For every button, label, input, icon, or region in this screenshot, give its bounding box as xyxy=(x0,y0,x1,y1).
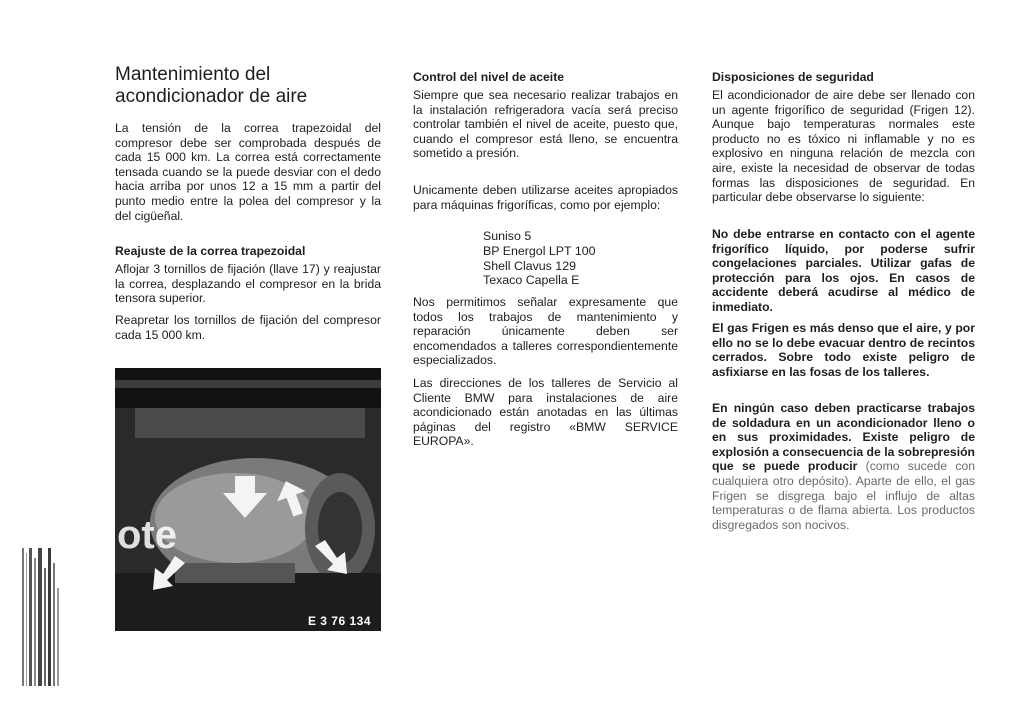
heading-belt-readjust: Reajuste de la correa trapezoidal xyxy=(115,244,306,258)
svg-text:ote: ote xyxy=(117,513,177,557)
paragraph-liquid-contact: No debe entrarse en contacto con el agente frigorífico líquido, por poderse sufrir congelaciones parciales. Utilizar gafas de protección para los ojos. En casos de accidente deberá acudirse al médico de inmediato. xyxy=(712,227,975,314)
paragraph-belt-readjust: Aflojar 3 tornillos de fijación (llave 17) y reajustar la correa, desplazando el compresor en la brida tensora superior. xyxy=(115,262,381,306)
scan-edge-artifact xyxy=(20,548,62,686)
compressor-photo-image xyxy=(115,368,381,631)
page-title: Mantenimiento del acondicionador de aire xyxy=(115,64,308,107)
heading-safety: Disposiciones de seguridad xyxy=(712,70,874,84)
paragraph-oil-check: Siempre que sea necesario realizar trabajos en la instalación refrigeradora vacía será preciso controlar también el nivel de aceite, puesto que, cuando el compresor está lleno, se encuentra sometido a presión. xyxy=(413,88,678,161)
paragraph-welding-warning xyxy=(712,401,975,532)
oil-list xyxy=(483,229,596,288)
welding-warning-rest: (como sucede con cualquiera otro depósito). Aparte de ello, el gas Frigen se disgrega bajo el influjo de altas temperaturas o de flama abierta. Los productos disgregados son nocivos. xyxy=(712,459,975,532)
list-item: BP Energol LPT 100 xyxy=(483,243,596,258)
list-item: Shell Clavus 129 xyxy=(483,258,576,273)
compressor-photo xyxy=(115,368,381,631)
welding-warning-bold: En ningún caso deben practicarse trabajos de soldadura en un acondicionador lleno o en sus proximidades. Existe peligro de explosión a consecuencia de la sobrepresión que se puede producir xyxy=(712,401,975,474)
paragraph-oil-types: Unicamente deben utilizarse aceites apropiados para máquinas frigoríficas, como por ejemplo: xyxy=(413,183,678,212)
paragraph-service-addresses: Las direcciones de los talleres de Servicio al Cliente BMW para instalaciones de aire acondicionado están anotadas en las últimas páginas del registro «BMW SERVICE EUROPA». xyxy=(413,376,678,449)
photo-reference-code: E 3 76 134 xyxy=(307,614,371,628)
list-item: Texaco Capella E xyxy=(483,273,580,288)
paragraph-belt-tension: La tensión de la correa trapezoidal del compresor debe ser comprobada después de cada 15 000 km. La correa está correctamente tensada cuando se la puede desviar con el dedo hacia arriba por unos 12 a 15 mm a partir del punto medio entre la polea del compresor y la del cigüeñal. xyxy=(115,121,381,223)
paragraph-specialized-workshops: Nos permitimos señalar expresamente que todos los trabajos de mantenimiento y reparación únicamente deben ser encomendados a talleres correspondientemente especializados. xyxy=(413,295,678,368)
paragraph-safety-intro: El acondicionador de aire debe ser llenado con un agente frigorífico de seguridad (Frigen 12). Aunque bajo temperaturas normales este producto no es tóxico ni inflamable y no es explosivo en ninguna relación de mezcla con aire, existe la necesidad de observar de todas formas las disposiciones de seguridad. En particular debe observarse lo siguiente: xyxy=(712,88,975,205)
heading-oil-level: Control del nivel de aceite xyxy=(413,70,565,84)
list-item: Suniso 5 xyxy=(483,229,532,243)
paragraph-retighten: Reapretar los tornillos de fijación del compresor cada 15 000 km. xyxy=(115,313,381,342)
paragraph-gas-density: El gas Frigen es más denso que el aire, y por ello no se lo debe evacuar dentro de recintos cerrados. Sobre todo existe peligro de asfixiarse en las fosas de los talleres. xyxy=(712,321,975,379)
